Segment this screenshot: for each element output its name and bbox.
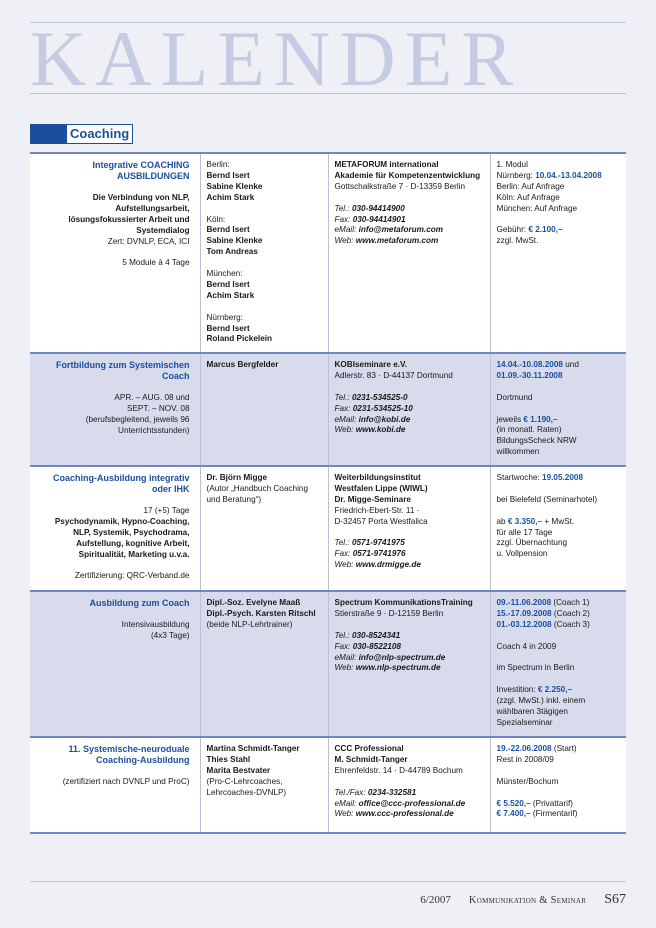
line-text: Akademie für Kompetenzentwicklung [334, 170, 481, 180]
contact-value: www.ccc-professional.de [355, 809, 454, 819]
line-text: (Start) [551, 744, 577, 753]
text-line [335, 809, 484, 820]
text-line [36, 560, 190, 571]
line-text: APR. – AUG. 08 und [114, 392, 190, 402]
text-line [36, 506, 190, 517]
line-text: Nürnberg: [206, 312, 243, 322]
text-line [335, 425, 484, 436]
course-title: Fortbildung zum Systemischen Coach [55, 360, 190, 381]
dates-cell [490, 737, 626, 833]
text-line [335, 160, 484, 171]
line-text: Roland Pickelein [206, 334, 273, 344]
text-line [335, 517, 484, 528]
course-cell [30, 591, 200, 737]
line-text: Fax: [334, 549, 353, 559]
line-text: Münster/Bochum [496, 776, 559, 786]
text-line [335, 799, 484, 810]
highlight-value: 10.04.-13.04.2008 [535, 170, 602, 180]
text-line [497, 360, 621, 371]
text-line [207, 313, 322, 324]
highlight-value: 09.-11.06.2008 [496, 598, 552, 607]
line-text: und [562, 360, 579, 369]
text-line [497, 809, 621, 820]
highlight-value: € 3.350,– [507, 516, 543, 526]
line-text: Zertifizierung: QRC-Verband.de [74, 571, 190, 581]
text-line [335, 393, 484, 404]
line-text: Köln: [206, 214, 226, 224]
line-text: Friedrich-Ebert-Str. 11 · [334, 505, 420, 515]
text-line [497, 225, 621, 236]
text-line [36, 237, 190, 248]
magazine-name: Kommunikation & Seminar [468, 895, 587, 906]
text-line [497, 663, 621, 674]
text-line [497, 549, 621, 560]
text-line [207, 473, 322, 484]
line-text: (beide NLP-Lehrtrainer) [206, 619, 293, 629]
text-line [36, 777, 190, 788]
line-text: Web: [334, 560, 356, 570]
text-line [497, 609, 621, 620]
text-line [497, 788, 621, 799]
contact-value: www.nlp-spectrum.de [355, 663, 441, 673]
highlight-value: 19.-22.06.2008 [496, 744, 552, 753]
table-row [30, 466, 626, 591]
text-line [497, 171, 621, 182]
text-line [207, 215, 322, 226]
text-line [497, 517, 621, 528]
line-text: Rest in 2008/09 [496, 754, 554, 764]
line-text: M. Schmidt-Tanger [334, 754, 408, 764]
footer-rule [30, 881, 626, 882]
course-title: Integrative COACHING AUSBILDUNGEN [92, 160, 190, 181]
trainer-cell [200, 353, 328, 466]
line-text: Tel.: [334, 203, 352, 213]
text-line [497, 642, 621, 653]
text-line [497, 506, 621, 517]
text-line [36, 495, 190, 506]
line-text: Bernd Isert [206, 225, 250, 235]
highlight-value: € 5.520,– [496, 798, 531, 808]
line-text: (Coach 1) [551, 598, 590, 607]
course-cell [30, 353, 200, 466]
line-text: Achim Stark [206, 192, 255, 202]
text-line [36, 415, 190, 437]
line-text: (zertifiziert nach DVNLP und ProC) [62, 776, 190, 786]
text-line [335, 204, 484, 215]
contact-value: 030-8522108 [352, 641, 401, 651]
text-line [207, 360, 322, 371]
line-text: ab [496, 516, 508, 526]
contact-value: 030-94414900 [351, 203, 405, 213]
text-line [207, 247, 322, 258]
text-line [497, 204, 621, 215]
text-line [497, 528, 621, 539]
text-line [207, 777, 322, 799]
text-line [335, 755, 484, 766]
line-text: + MwSt. [542, 516, 575, 526]
text-line [497, 236, 621, 247]
text-line [335, 744, 484, 755]
text-line [497, 766, 621, 777]
line-text: jeweils [496, 414, 524, 424]
line-text: Dipl.-Psych. Karsten Ritschl [206, 608, 316, 618]
section-marker [30, 124, 66, 144]
dates-cell [490, 353, 626, 466]
text-line [497, 696, 621, 729]
text-line [36, 247, 190, 258]
line-text: Gottschalkstraße 7 · D-13359 Berlin [334, 181, 466, 191]
line-text: METAFORUM international [334, 160, 439, 169]
text-line [497, 425, 621, 436]
line-text: Stierstraße 9 · D-12159 Berlin [334, 608, 444, 618]
line-text: Tel.: [334, 630, 352, 640]
provider-cell [328, 353, 490, 466]
table-row [30, 737, 626, 833]
line-text: Ehrenfeldstr. 14 · D-44789 Bochum [334, 765, 463, 775]
text-line [497, 631, 621, 642]
text-line [335, 484, 484, 495]
line-text: Web: [334, 663, 356, 673]
line-text: München: Auf Anfrage [496, 203, 578, 213]
course-cell [30, 737, 200, 833]
text-line [335, 528, 484, 539]
line-text: eMail: [334, 414, 359, 424]
text-line [36, 620, 190, 631]
text-line [497, 473, 621, 484]
trainer-cell [200, 591, 328, 737]
line-text: Köln: Auf Anfrage [496, 192, 560, 202]
text-line [207, 291, 322, 302]
text-line [497, 160, 621, 171]
line-text: Tel.: [334, 392, 352, 402]
line-text: Psychodynamik, Hypno-Coaching, NLP, Systemik, Psychodrama, Aufstellung, kognitive Arbeit, Spiritualität, Marketing u.v.a. [54, 516, 190, 559]
line-text: Tel./Fax: [334, 787, 368, 797]
line-text: (in monatl. Raten) [496, 425, 562, 435]
line-text: Dr. Björn Migge [206, 473, 267, 482]
text-line [207, 484, 322, 506]
text-line [335, 236, 484, 247]
line-text: BildungsScheck NRW willkommen [496, 436, 577, 457]
line-text: KOBIseminare e.V. [334, 360, 408, 369]
trainer-cell [200, 153, 328, 353]
text-line [497, 799, 621, 810]
text-line [207, 236, 322, 247]
line-text: im Spectrum in Berlin [496, 663, 575, 673]
dates-cell [490, 466, 626, 591]
text-line [36, 382, 190, 393]
line-text: Marita Bestvater [206, 765, 271, 775]
line-text: (4x3 Tage) [150, 630, 190, 640]
text-line [207, 280, 322, 291]
text-line [497, 495, 621, 506]
text-line [497, 193, 621, 204]
text-line [207, 171, 322, 182]
line-text: (zzgl. MwSt.) inkl. einem wählbaren 3tägigen Spezialseminar [496, 696, 586, 727]
course-title: Coaching-Ausbildung integrativ oder IHK [53, 473, 190, 494]
text-line [207, 160, 322, 171]
highlight-value: € 2.250,– [537, 685, 573, 695]
line-text: Berlin: [206, 160, 230, 169]
text-line [207, 182, 322, 193]
text-line [36, 404, 190, 415]
course-title: 11. Systemische-neuroduale Coaching-Ausbildung [68, 744, 190, 765]
contact-value: 0234-332581 [367, 787, 417, 797]
text-line [497, 436, 621, 458]
page-number: S67 [604, 892, 626, 907]
text-line [335, 538, 484, 549]
contact-value: office@ccc-professional.de [358, 798, 466, 808]
line-text: 5 Module à 4 Tage [122, 258, 190, 268]
masthead-rule [30, 93, 626, 94]
text-line [335, 549, 484, 560]
text-line [335, 360, 484, 371]
text-line [207, 620, 322, 631]
dates-cell [490, 591, 626, 737]
text-line [335, 495, 484, 506]
text-line [335, 415, 484, 426]
course-title: Ausbildung zum Coach [89, 598, 190, 608]
text-line [497, 653, 621, 664]
line-text: Startwoche: [496, 473, 543, 482]
line-text: Dortmund [496, 392, 533, 402]
line-text: (Coach 2) [551, 608, 590, 618]
text-line [335, 766, 484, 777]
text-line [335, 642, 484, 653]
text-line [36, 631, 190, 642]
text-line [36, 609, 190, 620]
text-line [36, 182, 190, 193]
line-text: eMail: [334, 652, 359, 662]
contact-value: www.metaforum.com [355, 236, 439, 246]
text-line [497, 620, 621, 631]
line-text: Tel.: [334, 538, 352, 548]
highlight-value: 19.05.2008 [542, 473, 583, 482]
text-line [207, 744, 322, 755]
text-line [36, 393, 190, 404]
line-text: für alle 17 Tage [496, 527, 553, 537]
contact-value: www.drmigge.de [355, 560, 421, 570]
text-line [335, 225, 484, 236]
line-text: Martina Schmidt-Tanger [206, 744, 300, 753]
text-line [497, 744, 621, 755]
line-text: Weiterbildungsinstitut [334, 473, 421, 482]
text-line [335, 215, 484, 226]
text-line [207, 324, 322, 335]
highlight-value: 15.-17.09.2008 [496, 608, 552, 618]
text-line [36, 258, 190, 269]
line-text: Dr. Migge-Seminare [334, 494, 411, 504]
text-line [335, 560, 484, 571]
line-text: (Firmentarif) [530, 809, 578, 819]
line-text: D-32457 Porta Westfalica [334, 516, 428, 526]
text-line [497, 598, 621, 609]
highlight-value: 14.04.-10.08.2008 [496, 360, 563, 369]
text-line [207, 766, 322, 777]
text-line [36, 193, 190, 237]
line-text: Berlin: Auf Anfrage [496, 181, 565, 191]
text-line [335, 182, 484, 193]
text-line [335, 598, 484, 609]
text-line [335, 371, 484, 382]
line-text: Nürnberg: [496, 170, 536, 180]
line-text: Adlerstr. 83 · D-44137 Dortmund [334, 370, 453, 380]
line-text: Marcus Bergfelder [206, 360, 279, 369]
line-text: 17 (+5) Tage [143, 505, 190, 515]
course-cell [30, 153, 200, 353]
text-line [36, 517, 190, 561]
line-text: (Pro-C-Lehrcoaches, Lehrcoaches-DVNLP) [206, 776, 287, 797]
text-line [335, 382, 484, 393]
highlight-value: 01.-03.12.2008 [496, 619, 552, 629]
text-line [497, 393, 621, 404]
text-line [335, 620, 484, 631]
text-line [207, 258, 322, 269]
line-text: Spectrum KommunikationsTraining [334, 598, 473, 607]
line-text: Gebühr: [496, 225, 529, 235]
text-line [497, 182, 621, 193]
text-line [207, 193, 322, 204]
line-text: (Privattarif) [530, 798, 573, 808]
table-row [30, 153, 626, 353]
text-line [335, 609, 484, 620]
line-text: Sabine Klenke [206, 181, 263, 191]
line-text: (Autor „Handbuch Coaching und Beratung“) [206, 483, 308, 504]
line-text: Tom Andreas [206, 247, 258, 257]
text-line [335, 473, 484, 484]
text-line [207, 225, 322, 236]
line-text: u. Vollpension [496, 549, 548, 559]
text-line [335, 171, 484, 182]
text-line [335, 193, 484, 204]
highlight-value: € 2.100,– [528, 225, 563, 235]
issue-number: 6/2007 [420, 894, 451, 906]
contact-value: 0571-9741976 [352, 549, 406, 559]
text-line [497, 415, 621, 426]
line-text: Fax: [334, 641, 353, 651]
text-line [36, 571, 190, 582]
contact-value: 0231-534525-10 [352, 403, 413, 413]
line-text: Die Verbindung von NLP, Aufstellungsarbeit, lösungsfokussierter Arbeit und Systemdialog [68, 192, 190, 235]
table-row [30, 353, 626, 466]
contact-value: 030-94414901 [352, 214, 406, 224]
line-text: zzgl. MwSt. [496, 236, 539, 246]
contact-value: info@nlp-spectrum.de [358, 652, 446, 662]
line-text: Bernd Isert [206, 170, 250, 180]
text-line [207, 269, 322, 280]
line-text: Web: [334, 236, 356, 246]
text-line [335, 506, 484, 517]
line-text: zzgl. Übernachtung [496, 538, 568, 548]
course-cell [30, 466, 200, 591]
line-text: eMail: [334, 798, 359, 808]
text-line [207, 755, 322, 766]
line-text: (Coach 3) [551, 619, 590, 629]
contact-value: 0571-9741975 [351, 538, 405, 548]
line-text: Bernd Isert [206, 279, 250, 289]
text-line [497, 382, 621, 393]
text-line [497, 404, 621, 415]
contact-value: 0231-534525-0 [351, 392, 408, 402]
text-line [207, 598, 322, 609]
text-line [497, 484, 621, 495]
line-text: München: [206, 269, 243, 279]
page-footer [300, 890, 626, 908]
line-text: Fax: [334, 403, 353, 413]
text-line [497, 371, 621, 382]
line-text: Web: [334, 425, 356, 435]
line-text: Zert: DVNLP, ECA, ICI [107, 236, 190, 246]
trainer-cell [200, 737, 328, 833]
section-label: Coaching [66, 124, 133, 144]
highlight-value: 01.09.-30.11.2008 [496, 370, 563, 380]
text-line [335, 777, 484, 788]
line-text: eMail: [334, 225, 359, 235]
line-text: Web: [334, 809, 356, 819]
table-row [30, 591, 626, 737]
text-line [335, 404, 484, 415]
trainer-cell [200, 466, 328, 591]
line-text: CCC Professional [334, 744, 404, 753]
line-text: Achim Stark [206, 290, 255, 300]
text-line [497, 215, 621, 226]
line-text: Fax: [334, 214, 353, 224]
calendar-table [30, 152, 626, 834]
text-line [207, 302, 322, 313]
provider-cell [328, 466, 490, 591]
dates-cell [490, 153, 626, 353]
contact-value: info@kobi.de [358, 414, 411, 424]
line-text: Westfalen Lippe (WIWL) [334, 483, 428, 493]
line-text: Coach 4 in 2009 [496, 641, 557, 651]
provider-cell [328, 591, 490, 737]
highlight-value: € 1.190,– [523, 414, 558, 424]
text-line [207, 204, 322, 215]
line-text: Sabine Klenke [206, 236, 263, 246]
text-line [497, 777, 621, 788]
provider-cell [328, 737, 490, 833]
highlight-value: € 7.400,– [496, 809, 531, 819]
text-line [207, 334, 322, 345]
text-line [207, 609, 322, 620]
line-text: Dipl.-Soz. Evelyne Maaß [206, 598, 301, 607]
text-line [497, 674, 621, 685]
line-text: (berufsbegleitend, jeweils 96 Unterrichtsstunden) [85, 414, 190, 435]
text-line [497, 755, 621, 766]
text-line [335, 663, 484, 674]
contact-value: 030-8524341 [351, 630, 401, 640]
line-text: SEPT. – NOV. 08 [127, 403, 190, 413]
text-line [497, 538, 621, 549]
text-line [335, 653, 484, 664]
masthead-title: KALENDER [30, 15, 523, 102]
line-text: bei Bielefeld (Seminarhotel) [496, 494, 598, 504]
line-text: Thies Stahl [206, 754, 251, 764]
line-text: 1. Modul [496, 160, 528, 169]
contact-value: info@metaforum.com [358, 225, 444, 235]
text-line [335, 631, 484, 642]
text-line [36, 766, 190, 777]
text-line [335, 788, 484, 799]
contact-value: www.kobi.de [355, 425, 406, 435]
line-text: Bernd Isert [206, 323, 250, 333]
text-line [497, 685, 621, 696]
provider-cell [328, 153, 490, 353]
line-text: Intensivausbildung [121, 619, 190, 629]
line-text: Investition: [496, 685, 538, 695]
